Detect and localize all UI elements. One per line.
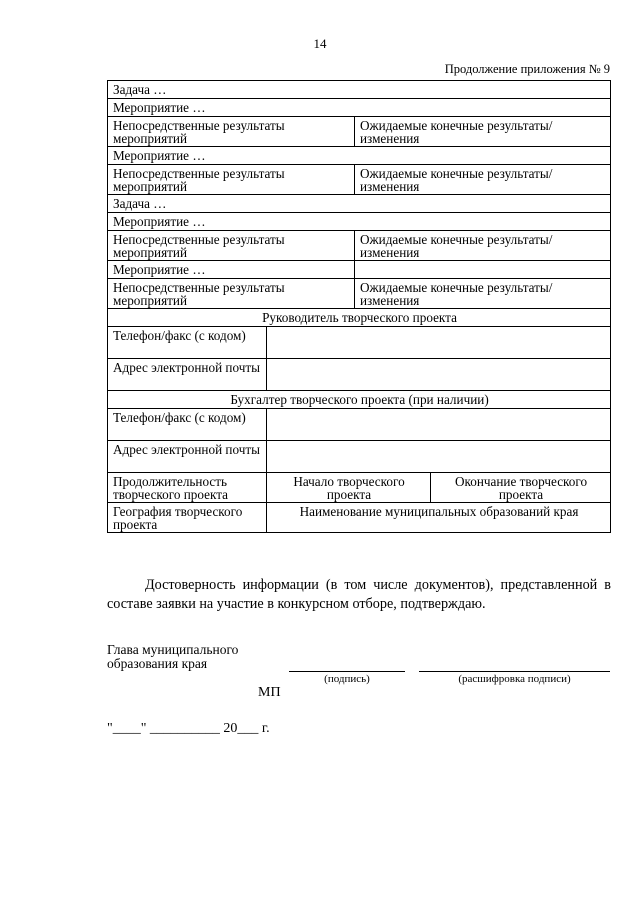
head-title: Глава муниципального образования края [107,642,239,671]
accountant-email-row [108,441,611,473]
event-cell: Мероприятие … [108,261,355,279]
signature-caption: (подпись) [324,673,370,685]
event-row [108,261,611,279]
project-form-table [107,80,611,533]
results-row [108,117,611,147]
accountant-phone-field[interactable] [267,409,611,441]
event-cell: Мероприятие … [108,213,611,231]
decryption-caption: (расшифровка подписи) [458,673,571,685]
duration-label: Продолжительность творческого проекта [108,473,267,503]
event-cell: Мероприятие … [108,99,611,117]
manager-phone-field[interactable] [267,327,611,359]
signature-line[interactable] [289,671,405,672]
phone-fax-label: Телефон/факс (с кодом) [108,327,267,359]
accountant-header: Бухгалтер творческого проекта (при наличии) [108,391,611,409]
direct-results-cell: Непосредственные результаты мероприятий [108,231,355,261]
municipalities-label: Наименование муниципальных образований края [267,503,611,533]
accountant-phone-row [108,409,611,441]
geography-row [108,503,611,533]
direct-results-cell: Непосредственные результаты мероприятий [108,117,355,147]
duration-row [108,473,611,503]
expected-results-cell: Ожидаемые конечные результаты/ изменения [355,279,611,309]
event-row [108,213,611,231]
direct-results-cell: Непосредственные результаты мероприятий [108,165,355,195]
task-cell: Задача … [108,195,611,213]
direct-results-cell: Непосредственные результаты мероприятий [108,279,355,309]
manager-header-row [108,309,611,327]
manager-email-field[interactable] [267,359,611,391]
date-line: "____" __________ 20___ г. [107,721,270,736]
geography-label: География творческого проекта [108,503,267,533]
manager-header: Руководитель творческого проекта [108,309,611,327]
event-row [108,99,611,117]
manager-phone-row [108,327,611,359]
seal-mark: МП [258,685,281,700]
event-row [108,147,611,165]
email-label: Адрес электронной почты [108,359,267,391]
decryption-line[interactable] [419,671,610,672]
page-number: 14 [313,36,327,51]
email-label: Адрес электронной почты [108,441,267,473]
task-row [108,195,611,213]
start-label: Начало творческого проекта [267,473,431,503]
results-row [108,279,611,309]
results-row [108,231,611,261]
expected-results-cell: Ожидаемые конечные результаты/ изменения [355,165,611,195]
phone-fax-label: Телефон/факс (с кодом) [108,409,267,441]
expected-results-cell: Ожидаемые конечные результаты/ изменения [355,231,611,261]
results-row [108,165,611,195]
event-cell: Мероприятие … [108,147,611,165]
accountant-email-field[interactable] [267,441,611,473]
empty-cell[interactable] [355,261,611,279]
accountant-header-row [108,391,611,409]
end-label: Окончание творческого проекта [431,473,611,503]
task-row [108,81,611,99]
task-cell: Задача … [108,81,611,99]
expected-results-cell: Ожидаемые конечные результаты/ изменения [355,117,611,147]
manager-email-row [108,359,611,391]
appendix-note: Продолжение приложения № 9 [444,62,610,76]
attestation-text: Достоверность информации (в том числе документов), представленной в составе заявки на участие в конкурсном отборе, подтверждаю. [107,577,611,612]
